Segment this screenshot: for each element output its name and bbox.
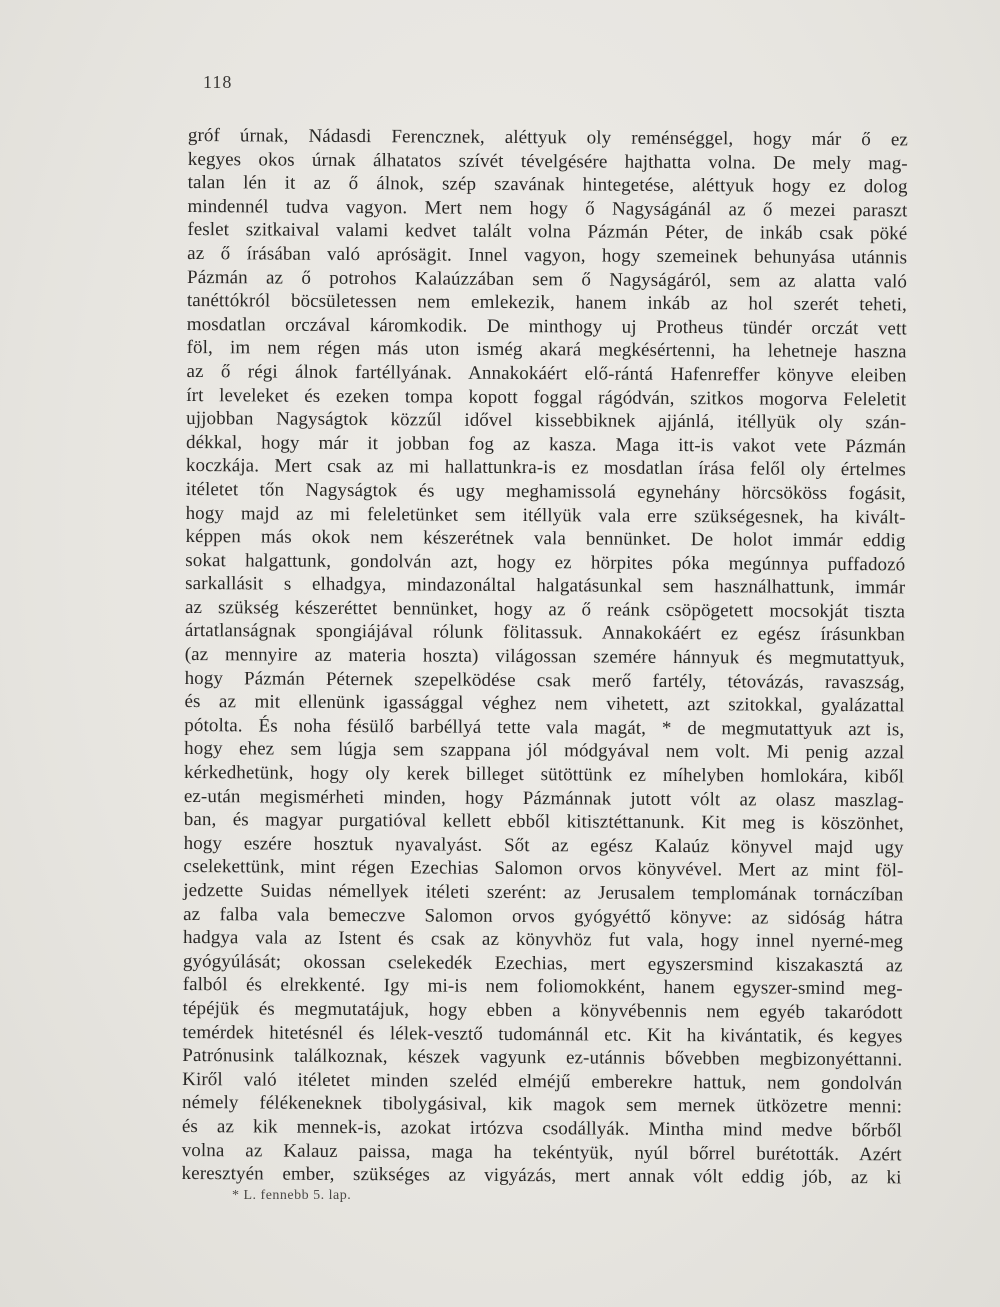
text-line: ez-után megismérheti minden, hogy Pázmánnak jutott vólt az olasz maszlag- xyxy=(183,785,904,812)
footnote: * L. fennebb 5. lap. xyxy=(232,1188,352,1203)
text-line: feslet szitkaival valami kedvet talált volna Pázmán Péter, de inkáb csak pöké xyxy=(187,219,908,245)
page-number: 118 xyxy=(203,72,233,92)
text-line: (az mennyire az materia hoszta) világossan szemére hánnyuk és megmutattyuk, xyxy=(184,644,905,670)
text-line: ban, és magyar purgatióval kellett ebből kitisztéttanunk. Kit meg is köszönhet, xyxy=(183,809,904,835)
text-line: hogy majd az mi feleletünket sem itéllyük vala erre szükségesnek, ha kivált- xyxy=(185,502,906,528)
text-line: ártatlanságnak spongiájával rólunk fölitassuk. Annakokáért ez egész írásunkban xyxy=(184,620,905,646)
text-line: írt leveleket és ezeken tompa kopott foggal rágódván, szitkos mogorva Feleletit xyxy=(186,384,907,410)
text-line: némely félékeneknek tibolygásival, kik magok sem mernek ütközetre menni: xyxy=(181,1092,903,1118)
text-line: temérdek hitetésnél és lélek-vesztő tudománnál etc. Kit ha kivántatik, és kegyes xyxy=(182,1021,903,1047)
text-line: és az kik mennek-is, azokat irtózva csodállyák. Mintha mind medve bőrből xyxy=(181,1115,902,1142)
text-line: tépéjük és megmutatájuk, hogy ebben a könyvébennis nem egyéb takaródott xyxy=(182,997,903,1024)
text-line: sarkallásit s elhadgya, mindazonáltal halgatásunkal sem használhattunk, immár xyxy=(185,573,906,599)
text-line: ujjobban Nagyságtok közzűl idővel kissebbiknek ajjánlá, itéllyük oly szán- xyxy=(186,408,907,434)
body-text xyxy=(182,124,908,1190)
text-line: hogy eszére hosztuk nyavalyást. Sőt az egész Kalaúz könyvel majd ugy xyxy=(183,832,904,859)
text-line: talan lén it az ő álnok, szép szavának hintegetése, aléttyuk hogy ez dolog xyxy=(187,172,908,198)
text-line: jedzette Suidas némellyek itéleti szerént: az Jerusalem templomának tornáczíban xyxy=(183,879,904,906)
text-line: sokat halgattunk, gondolván azt, hogy ez hörpites póka megúnnya puffadozó xyxy=(185,549,906,576)
text-line: koczkája. Mert csak az mi hallattunkra-is ez mosdatlan írása felől oly értelmes xyxy=(185,455,906,481)
text-line: hogy Pázmán Péternek szepelködése csak merő fartély, tétovázás, ravaszság, xyxy=(184,667,905,694)
text-line: kegyes okos úrnak álhatatos szívét tévelgésére hajthatta volna. De mely mag- xyxy=(187,148,908,174)
text-line: gyógyúlását; okossan cselekedék Ezechias, mert egyszersmind kiszakasztá az xyxy=(182,950,903,977)
text-line: dékkal, hogy már it jobban fog az kasza. Maga itt-is vakot vete Pázmán xyxy=(185,431,907,458)
text-line: mosdatlan orczával káromkodik. De minthogy uj Protheus tündér orczát vett xyxy=(186,313,907,340)
text-line: falból és elrekkenté. Igy mi-is nem foliomokként, hanem egyszer-smind meg- xyxy=(182,974,903,1000)
text-line: mindennél tudva vagyon. Mert nem hogy ő Nagyságánál az ő mezei paraszt xyxy=(187,195,908,222)
text-line: Patrónusink találkoznak, készek vagyunk ez-utánnis bővebben megbizonyéttanni. xyxy=(182,1045,903,1071)
text-line: itéletet tőn Nagyságtok és ugy meghamissolá egynehány hörcsököss fogásit, xyxy=(185,478,906,505)
text-line: Pázmán az ő potrohos Kalaúzzában sem ő Nagyságáról, sem az alatta való xyxy=(187,266,908,292)
text-line: hogy ehez sem lúgja sem szappana jól módgyával nem volt. Mi penig azzal xyxy=(184,738,905,764)
text-line: az falba vala bemeczve Salomon orvos gyógyéttő könyve: az sidóság hátra xyxy=(183,903,904,929)
text-line: volna az Kalauz paissa, maga ha tekéntyük, nyúl bőrrel burétották. Azért xyxy=(181,1139,902,1165)
text-line: gróf úrnak, Nádasdi Ferencznek, aléttyuk oly reménséggel, hogy már ő ez xyxy=(187,124,908,151)
text-line: tanéttókról böcsületessen nem emlekezik, hanem inkáb az hol szerét teheti, xyxy=(186,290,907,316)
text-line: föl, im nem régen más uton ismég akará megkésértenni, ha lehetneje haszna xyxy=(186,337,907,363)
text-line: képpen más okok nem készerétnek vala bennünket. De holot immár eddig xyxy=(185,526,906,552)
text-line: az szükség készeréttet bennünket, hogy az ő reánk csöpögetett mocsokját tiszta xyxy=(184,596,906,623)
text-line: az ő írásában való aprósägit. Innel vagyon, hogy szemeinek behunyása utánnis xyxy=(187,242,908,269)
text-line: és az mit ellenünk igassággal véghez nem vihetett, azt szitokkal, gyalázattal xyxy=(184,691,905,717)
text-line: kérkedhetünk, hogy oly kerek billeget sütöttünk ez míhelyben homlokára, kiből xyxy=(183,762,905,788)
text-line: az ő régi álnok fartéllyának. Annakokáért elő-rántá Hafenreffer könyve eleiben xyxy=(186,360,907,387)
text-line: hadgya vala az Istent és csak az könyvhöz fut vala, hogy innel nyerné-meg xyxy=(182,927,904,953)
text-line: keresztyén ember, szükséges az vigyázás, mert annak vólt eddig jób, az ki xyxy=(181,1163,902,1189)
text-line: cselekettünk, mint régen Ezechias Salomon orvos könyvével. Mert az mint föl- xyxy=(183,856,904,882)
text-line: pótolta. És noha fésülő barbéllyá tette vala magát, * de megmutattyuk azt is, xyxy=(184,714,905,741)
text-line: Kiről való itéletet minden szeléd elméjű emberekre hattuk, nem gondolván xyxy=(182,1068,903,1095)
